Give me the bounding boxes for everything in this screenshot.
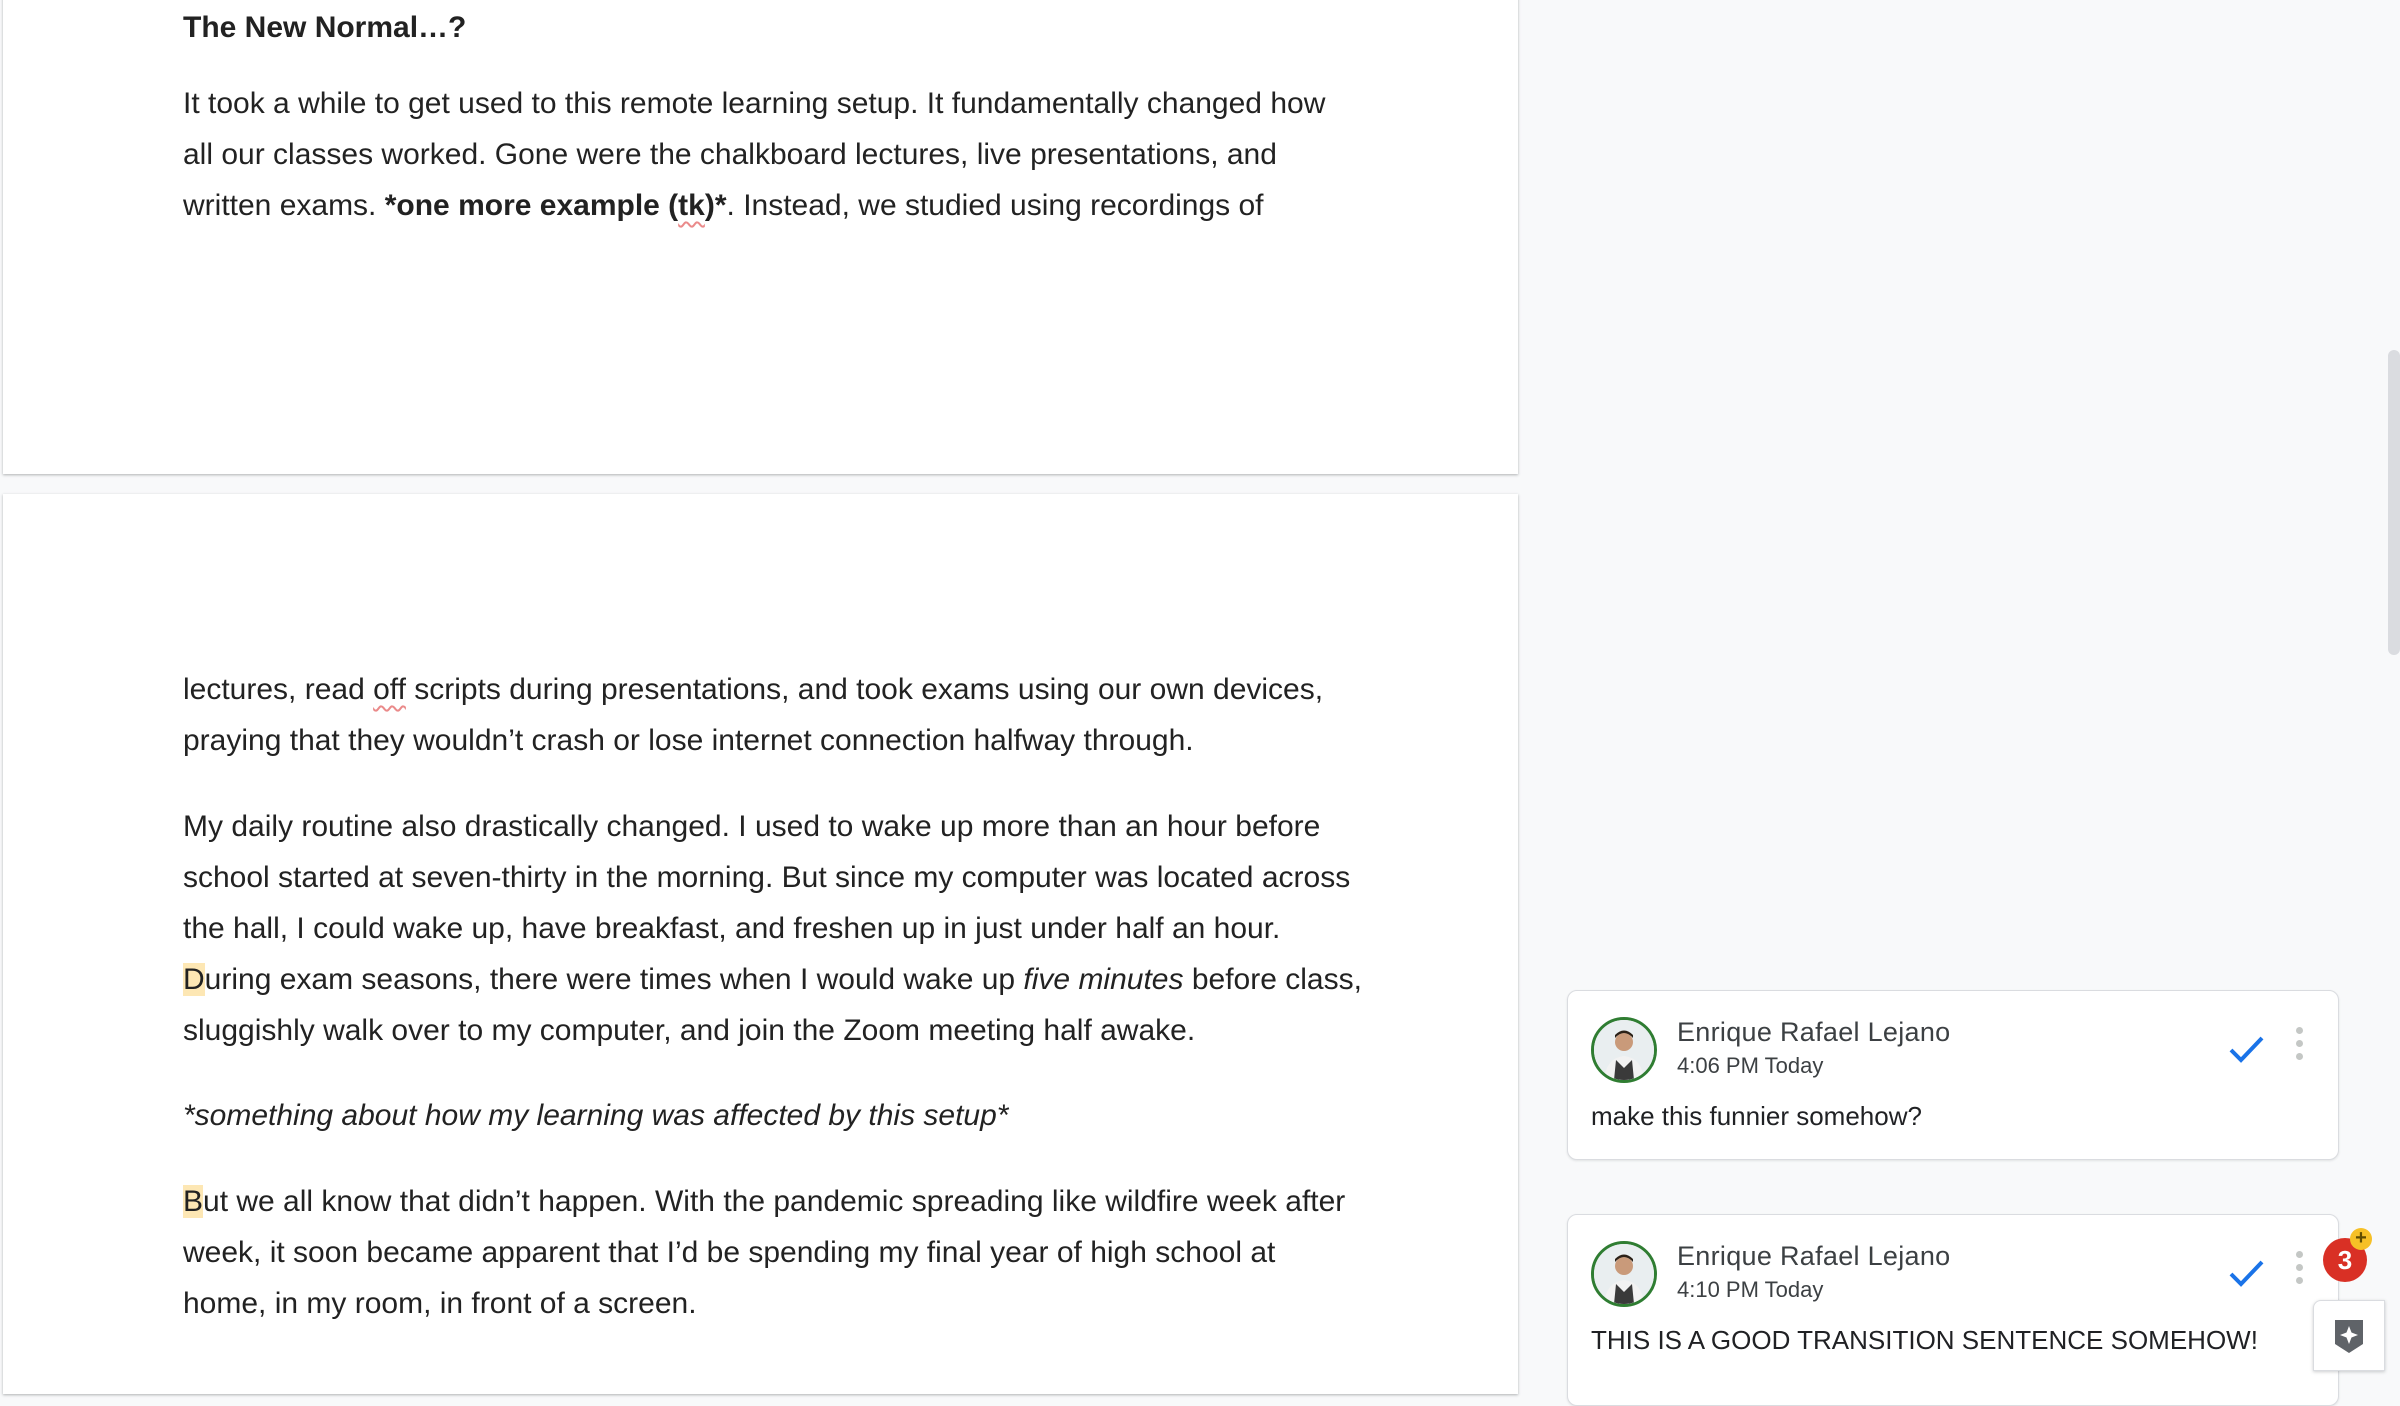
- bold-text: *one more example (: [384, 189, 679, 222]
- paragraph-1[interactable]: [183, 78, 1363, 231]
- more-vert-icon[interactable]: [2293, 1027, 2305, 1067]
- comment-timestamp: 4:06 PM Today: [1677, 1053, 1824, 1078]
- add-icon: +: [2350, 1228, 2372, 1250]
- section-heading: The New Normal…?: [183, 11, 467, 44]
- scrollbar-thumb[interactable]: [2388, 350, 2400, 655]
- paragraph-text: before class, sluggishly walk over to my computer, and join the Zoom meeting half awake.: [183, 963, 1362, 1047]
- comment-card[interactable]: [1567, 1214, 2339, 1406]
- check-icon[interactable]: [2226, 1029, 2266, 1069]
- paragraph-text: . Instead, we studied using recordings of: [726, 189, 1264, 222]
- comment-author: Enrique Rafael Lejano: [1677, 1017, 1951, 1047]
- document-page-1: [3, 0, 1518, 474]
- comment-author: Enrique Rafael Lejano: [1677, 1241, 1951, 1271]
- paragraph-text: uring exam seasons, there were times when I would wake up: [204, 963, 1024, 996]
- avatar: [1591, 1241, 1657, 1307]
- paragraph-2[interactable]: [183, 664, 1363, 766]
- notification-badge[interactable]: 3: [2323, 1238, 2367, 1282]
- paragraph-4[interactable]: *something about how my learning was affected by this setup*: [183, 1099, 1009, 1132]
- paragraph-text: My daily routine also drastically changed. I used to wake up more than an hour before school started at seven-thirty in the morning. But since my computer was located across the hall, I could wake up, have breakfast, and freshen up in just under half an hour.: [183, 810, 1351, 945]
- spellcheck-word[interactable]: off: [373, 673, 406, 706]
- document-page-2: [3, 494, 1518, 1394]
- paragraph-text: It took a while to get used to this remote learning setup. It fundamentally changed how all our classes worked. Gone were the chalkboard lectures, live presentations, and written exams.: [183, 87, 1326, 222]
- comment-text: make this funnier somehow?: [1591, 1101, 1922, 1131]
- comment-anchor-highlight[interactable]: B: [183, 1185, 204, 1218]
- paragraph-text: lectures, read: [183, 673, 374, 706]
- explore-icon: [2332, 1317, 2366, 1355]
- comment-text: THIS IS A GOOD TRANSITION SENTENCE SOMEHOW!: [1591, 1325, 2258, 1355]
- explore-button[interactable]: [2313, 1300, 2385, 1371]
- bold-text: )*: [704, 189, 727, 222]
- avatar: [1591, 1017, 1657, 1083]
- comment-timestamp: 4:10 PM Today: [1677, 1277, 1824, 1302]
- italic-text: five minutes: [1023, 963, 1184, 996]
- paragraph-3[interactable]: [183, 801, 1363, 1056]
- comment-card[interactable]: [1567, 990, 2339, 1160]
- paragraph-text: ut we all know that didn’t happen. With the pandemic spreading like wildfire week after week, it soon became apparent that I’d be spending my final year of high school at home, in my room, in front of a screen.: [183, 1185, 1346, 1320]
- comment-anchor-highlight[interactable]: D: [183, 963, 205, 996]
- paragraph-text: scripts during presentations, and took exams using our own devices, praying that they wouldn’t crash or lose internet connection halfway through.: [183, 673, 1324, 757]
- spellcheck-word[interactable]: tk: [678, 189, 705, 222]
- more-vert-icon[interactable]: [2293, 1251, 2305, 1291]
- check-icon[interactable]: [2226, 1253, 2266, 1293]
- paragraph-5[interactable]: [183, 1176, 1363, 1329]
